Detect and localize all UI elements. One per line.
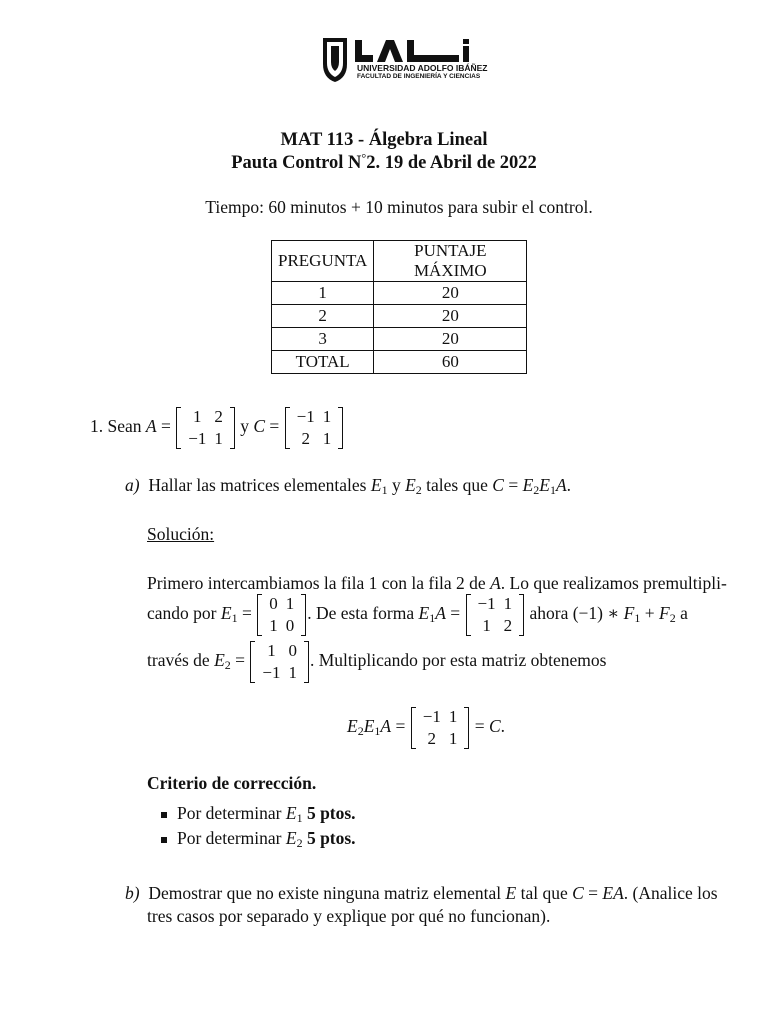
- time-note: Tiempo: 60 minutos + 10 minutos para subir el control.: [205, 197, 593, 217]
- col-header-puntaje: PUNTAJE MÁXIMO: [374, 241, 527, 282]
- criteria-item: Por determinar $E_1$ 5 ptos.: [147, 803, 356, 824]
- exam-subtitle: Pauta Control N°2. 19 de Abril de 2022: [231, 151, 537, 173]
- matrix-e2: 1 0 −1 1: [249, 640, 310, 684]
- table-cell: 20: [374, 282, 527, 305]
- table-cell: 20: [374, 328, 527, 351]
- course-title: MAT 113 - Álgebra Lineal: [280, 130, 488, 150]
- table-cell: 3: [272, 328, 374, 351]
- table-cell: 1: [272, 282, 374, 305]
- criteria-title: Criterio de corrección.: [147, 773, 317, 793]
- matrix-c: −1 1 2 1: [284, 406, 345, 450]
- matrix-a: 1 2 −1 1: [175, 406, 236, 450]
- table-cell: 20: [374, 305, 527, 328]
- criteria-item: Por determinar $E_2$ 5 ptos.: [147, 828, 356, 849]
- part-b-line-2: tres casos por separado y explique por qué no funcionan).: [147, 906, 551, 926]
- matrix-result: −1 1 2 1: [410, 706, 471, 750]
- table-cell: TOTAL: [272, 351, 374, 374]
- solution-line-1: Primero intercambiamos la fila 1 con la fila 2 de A. Lo que realizamos premultipli-: [147, 573, 727, 593]
- table-cell: 2: [272, 305, 374, 328]
- matrix-e1: 0 1 1 0: [256, 593, 307, 637]
- table-row: [272, 351, 527, 374]
- university-name: UNIVERSIDAD ADOLFO IBÁÑEZ: [357, 63, 488, 73]
- part-a-statement: a) Hallar las matrices elementales $E_1$ y $E_2$ tales que $C = E_2E_1A$.: [125, 475, 572, 497]
- university-logo: [319, 36, 488, 84]
- criteria-list: [147, 803, 356, 853]
- part-b-line-1: b) Demostrar que no existe ninguna matriz elemental E tal que C = EA. (Analice los: [125, 883, 718, 903]
- table-row: [272, 305, 527, 328]
- col-header-pregunta: PREGUNTA: [272, 241, 374, 282]
- matrix-e1a: −1 1 1 2: [465, 593, 526, 637]
- faculty-name: FACULTAD DE INGENIERÍA Y CIENCIAS: [357, 73, 481, 80]
- table-row: [272, 328, 527, 351]
- table-header-row: [272, 241, 527, 282]
- result-equation: $E_2E_1A$ = −1 1 2 1 = C.: [347, 707, 506, 748]
- table-row: [272, 282, 527, 305]
- score-table: [271, 240, 527, 374]
- solution-line-2: cando por $E_1$ = 0 1 1 0 . De esta forma $E_1A$ = −1 1 1 2 ahora (−1) ∗ $F_1 + F_2$ a: [147, 594, 688, 635]
- problem-1-intro: 1. Sean A = 1 2 −1 1 y C = −1 1 2 1: [90, 406, 344, 450]
- table-cell: 60: [374, 351, 527, 374]
- solution-line-3: través de $E_2$ = 1 0 −1 1 . Multiplicando por esta matriz obtenemos: [147, 641, 607, 682]
- solution-label: Solución:: [147, 524, 215, 544]
